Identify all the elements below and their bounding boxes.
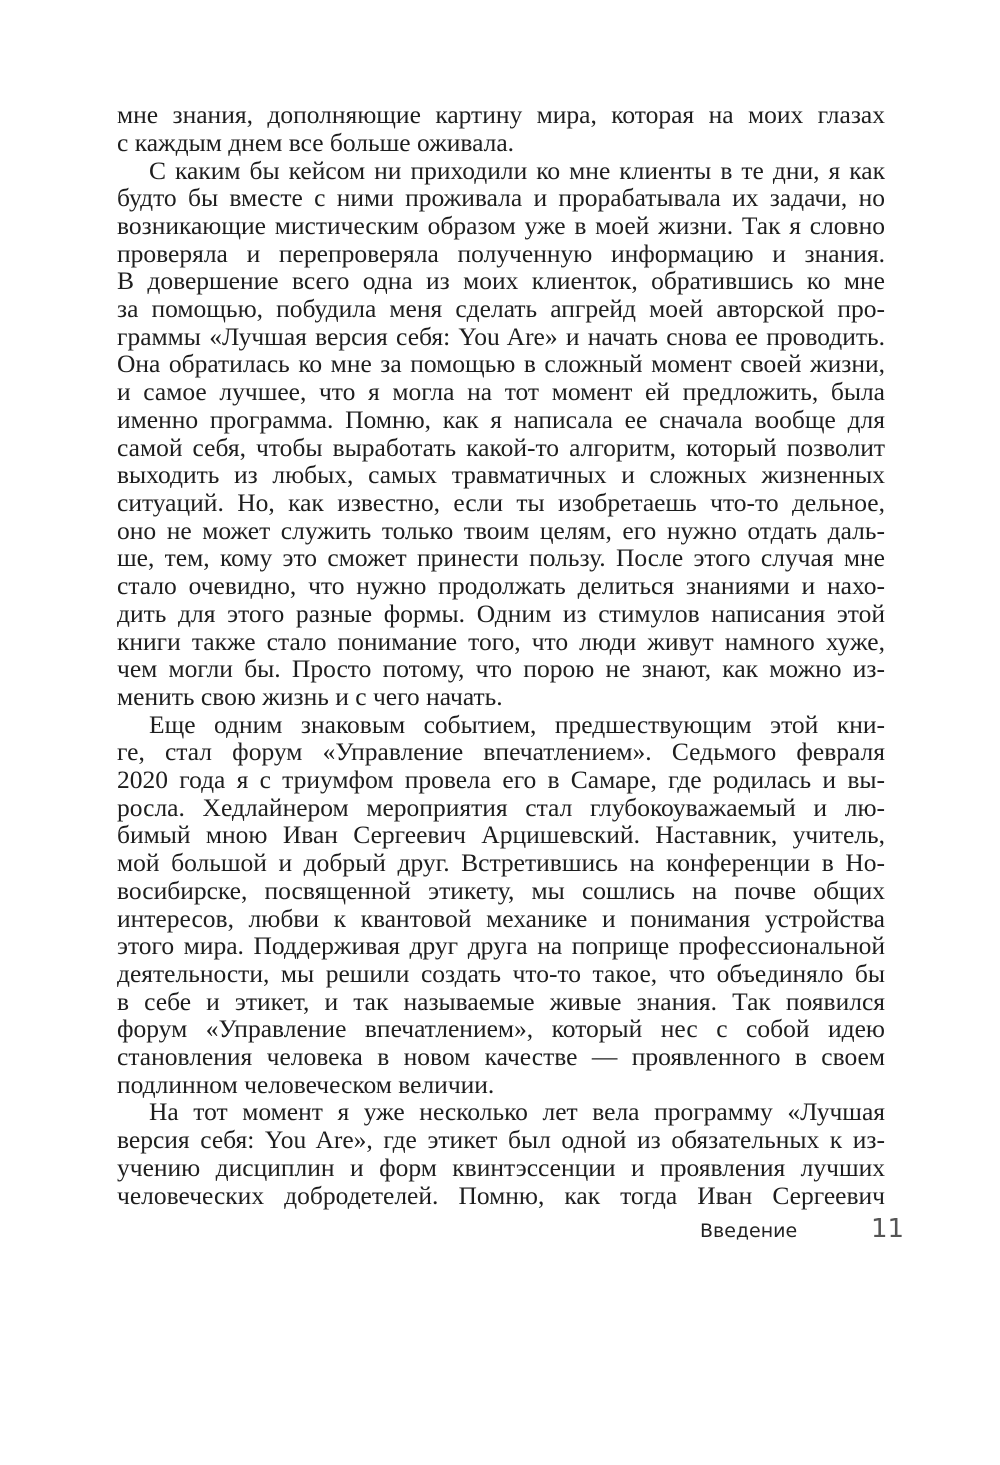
text-line: за помощью, побудила меня сделать апгрейд моей авторской про-: [117, 294, 885, 324]
text-line: мне знания, дополняющие картину мира, которая на моих глазах: [117, 100, 885, 130]
text-line: ге, стал форум «Управление впечатлением». Седьмого февраля: [117, 737, 885, 767]
text-line: будто бы вместе с ними проживала и прорабатывала их задачи, но: [117, 183, 885, 213]
text-line: учению дисциплин и форм квинтэссенции и проявления лучших: [117, 1152, 885, 1182]
text-line: и самое лучшее, что я могла на тот момент ей предложить, была: [117, 377, 885, 407]
text-line: проверяла и перепроверяла полученную информацию и знания.: [117, 238, 885, 268]
text-line: росла. Хедлайнером мероприятия стал глубокоуважаемый и лю-: [117, 792, 885, 822]
text-line: восибирске, посвященной этикету, мы сошлись на почве общих: [117, 875, 885, 905]
text-line: именно программа. Помню, как я написала ее сначала вообще для: [117, 404, 885, 434]
body-text: [117, 101, 885, 1209]
text-line: чем могли бы. Просто потому, что порою не знают, как можно из-: [117, 654, 885, 684]
text-line: интересов, любви к квантовой механике и понимания устройства: [117, 903, 885, 933]
text-line: в себе и этикет, и так называемые живые знания. Так появился: [117, 986, 885, 1016]
text-line: Она обратилась ко мне за помощью в сложный момент своей жизни,: [117, 349, 885, 379]
text-line: самой себя, чтобы выработать какой-то алгоритм, который позволит: [117, 432, 885, 462]
text-line: подлинном человеческом величии.: [117, 1069, 495, 1099]
text-line: книги также стало понимание того, что люди живут намного хуже,: [117, 626, 885, 656]
page-number: 11: [871, 1214, 905, 1244]
text-line: мой большой и добрый друг. Встретившись на конференции в Но-: [117, 848, 885, 878]
text-line: стало очевидно, что нужно продолжать делиться знаниями и нахо-: [117, 571, 885, 601]
text-line: версия себя: You Are», где этикет был одной из обязательных к из-: [117, 1125, 885, 1155]
text-line: деятельности, мы решили создать что-то такое, что объединяло бы: [117, 958, 885, 988]
text-line: с каждым днем все больше оживала.: [117, 127, 515, 157]
text-line: дить для этого разные формы. Одним из стимулов написания этой: [117, 598, 885, 628]
text-line: ситуаций. Но, как известно, если ты изобретаешь что-то дельное,: [117, 487, 885, 517]
text-line: На тот момент я уже несколько лет вела программу «Лучшая: [149, 1097, 885, 1127]
text-line: граммы «Лучшая версия себя: You Are» и начать снова ее проводить.: [117, 321, 885, 351]
text-line: этого мира. Поддерживая друг друга на поприще профессиональной: [117, 931, 885, 961]
text-line: форум «Управление впечатлением», который нес с собой идею: [117, 1014, 885, 1044]
text-line: бимый мною Иван Сергеевич Арцишевский. Наставник, учитель,: [117, 820, 885, 850]
text-line: Еще одним знаковым событием, предшествующим этой кни-: [149, 709, 885, 739]
text-line: ше, тем, кому это сможет принести пользу. После этого случая мне: [117, 543, 885, 573]
text-line: оно не может служить только твоим целям, его нужно отдать даль-: [117, 515, 885, 545]
text-line: С каким бы кейсом ни приходили ко мне клиенты в те дни, я как: [149, 155, 885, 185]
running-footer-section: Введение: [700, 1220, 798, 1242]
text-line: В довершение всего одна из моих клиенток, обратившись ко мне: [117, 266, 885, 296]
text-line: возникающие мистическим образом уже в моей жизни. Так я словно: [117, 210, 885, 240]
text-line: выходить из любых, самых травматичных и сложных жизненных: [117, 460, 885, 490]
text-line: становления человека в новом качестве — проявленного в своем: [117, 1042, 885, 1072]
text-line: 2020 года я с триумфом провела его в Самаре, где родилась и вы-: [117, 765, 885, 795]
text-line: менить свою жизнь и с чего начать.: [117, 681, 503, 711]
text-line: человеческих добродетелей. Помню, как тогда Иван Сергеевич: [117, 1180, 885, 1210]
